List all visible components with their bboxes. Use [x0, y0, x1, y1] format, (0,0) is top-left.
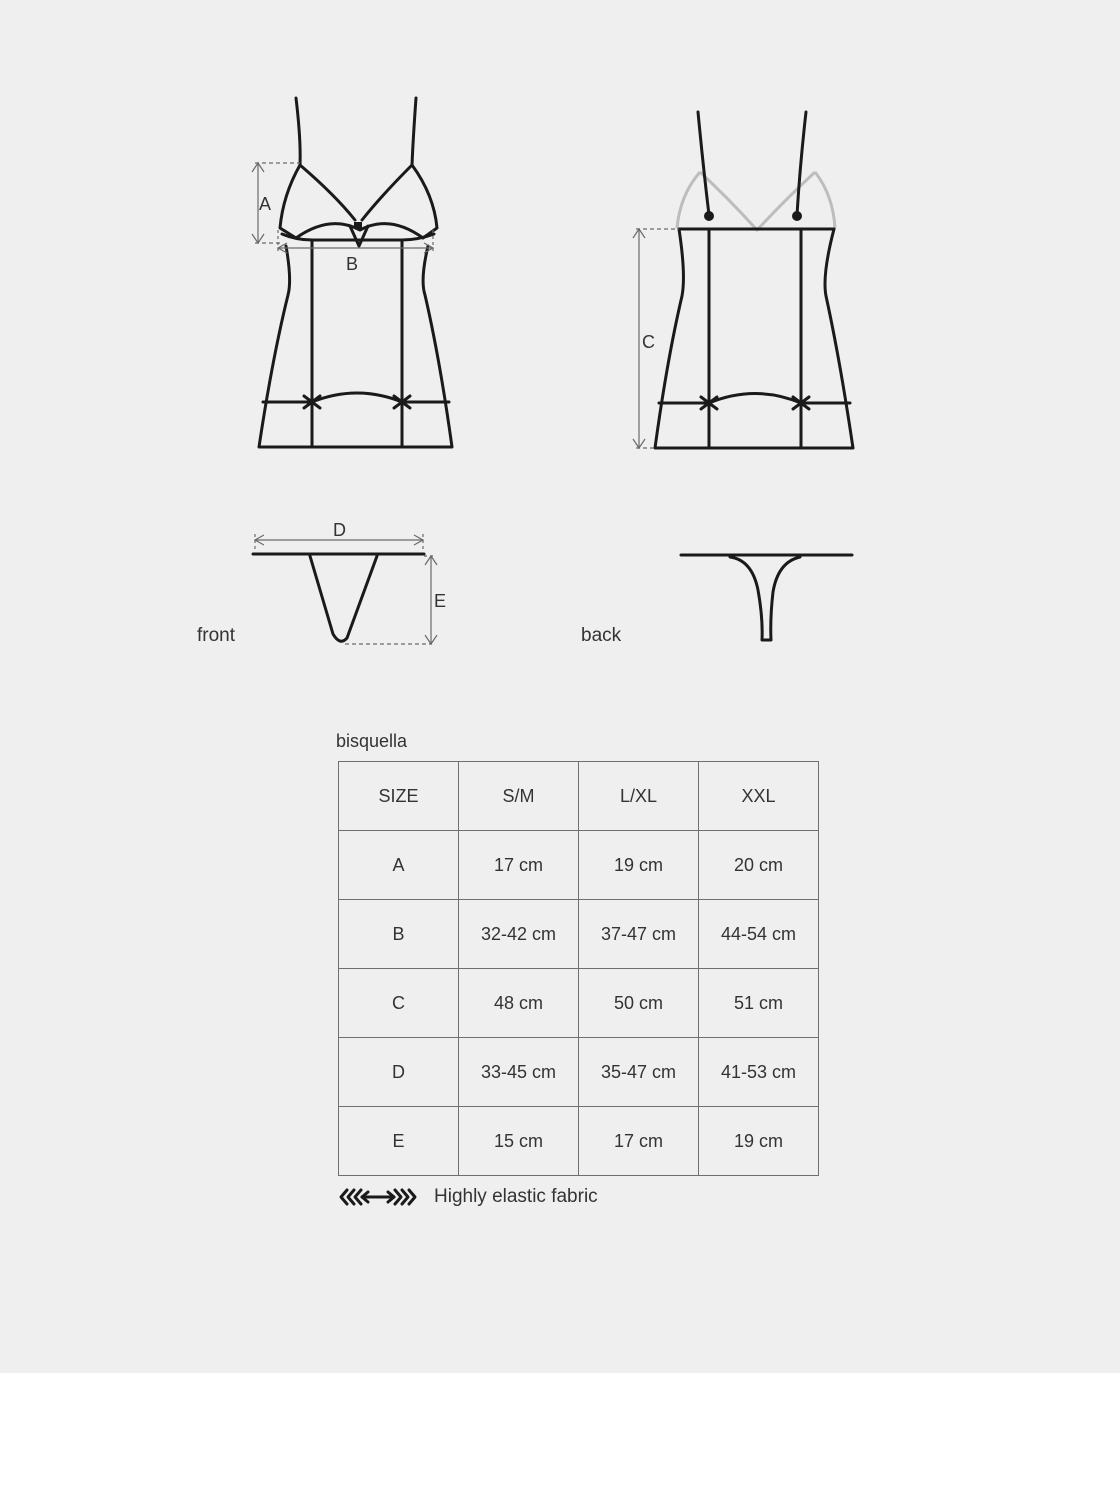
elastic-arrows-icon	[338, 1185, 418, 1209]
thong-front-drawing	[253, 554, 424, 641]
table-cell: 51 cm	[699, 969, 819, 1038]
table-cell: D	[339, 1038, 459, 1107]
table-cell: 32-42 cm	[459, 900, 579, 969]
elastic-fabric-text: Highly elastic fabric	[434, 1186, 598, 1207]
table-row	[339, 1107, 819, 1176]
label-b: B	[346, 254, 359, 274]
table-header-row	[339, 762, 819, 831]
table-cell: 44-54 cm	[699, 900, 819, 969]
table-cell: 48 cm	[459, 969, 579, 1038]
table-cell: 37-47 cm	[579, 900, 699, 969]
table-cell: 17 cm	[459, 831, 579, 900]
header-cell: L/XL	[579, 762, 699, 831]
table-cell: 35-47 cm	[579, 1038, 699, 1107]
table-cell: 50 cm	[579, 969, 699, 1038]
table-cell: B	[339, 900, 459, 969]
back-caption: back	[581, 625, 622, 646]
label-d: D	[333, 520, 346, 540]
table-row	[339, 969, 819, 1038]
label-a: A	[259, 194, 272, 214]
table-cell: E	[339, 1107, 459, 1176]
table-cell: 19 cm	[579, 831, 699, 900]
thong-back-drawing	[681, 555, 852, 640]
table-cell: 41-53 cm	[699, 1038, 819, 1107]
size-table	[338, 761, 819, 1176]
table-cell: 20 cm	[699, 831, 819, 900]
garment-diagrams	[0, 0, 1120, 700]
table-row	[339, 1038, 819, 1107]
header-cell: SIZE	[339, 762, 459, 831]
table-cell: A	[339, 831, 459, 900]
table-cell: C	[339, 969, 459, 1038]
product-name: bisquella	[336, 731, 408, 751]
table-cell: 15 cm	[459, 1107, 579, 1176]
elastic-fabric-note	[338, 1185, 598, 1209]
front-caption: front	[197, 625, 236, 646]
table-cell: 19 cm	[699, 1107, 819, 1176]
dimension-e	[345, 556, 437, 644]
chemise-back-drawing	[655, 112, 853, 448]
table-cell: 33-45 cm	[459, 1038, 579, 1107]
table-cell: 17 cm	[579, 1107, 699, 1176]
header-cell: XXL	[699, 762, 819, 831]
label-c: C	[642, 332, 655, 352]
table-row	[339, 900, 819, 969]
label-e: E	[434, 591, 447, 611]
header-cell: S/M	[459, 762, 579, 831]
table-row	[339, 831, 819, 900]
chemise-back-cups-ghost	[677, 172, 835, 230]
